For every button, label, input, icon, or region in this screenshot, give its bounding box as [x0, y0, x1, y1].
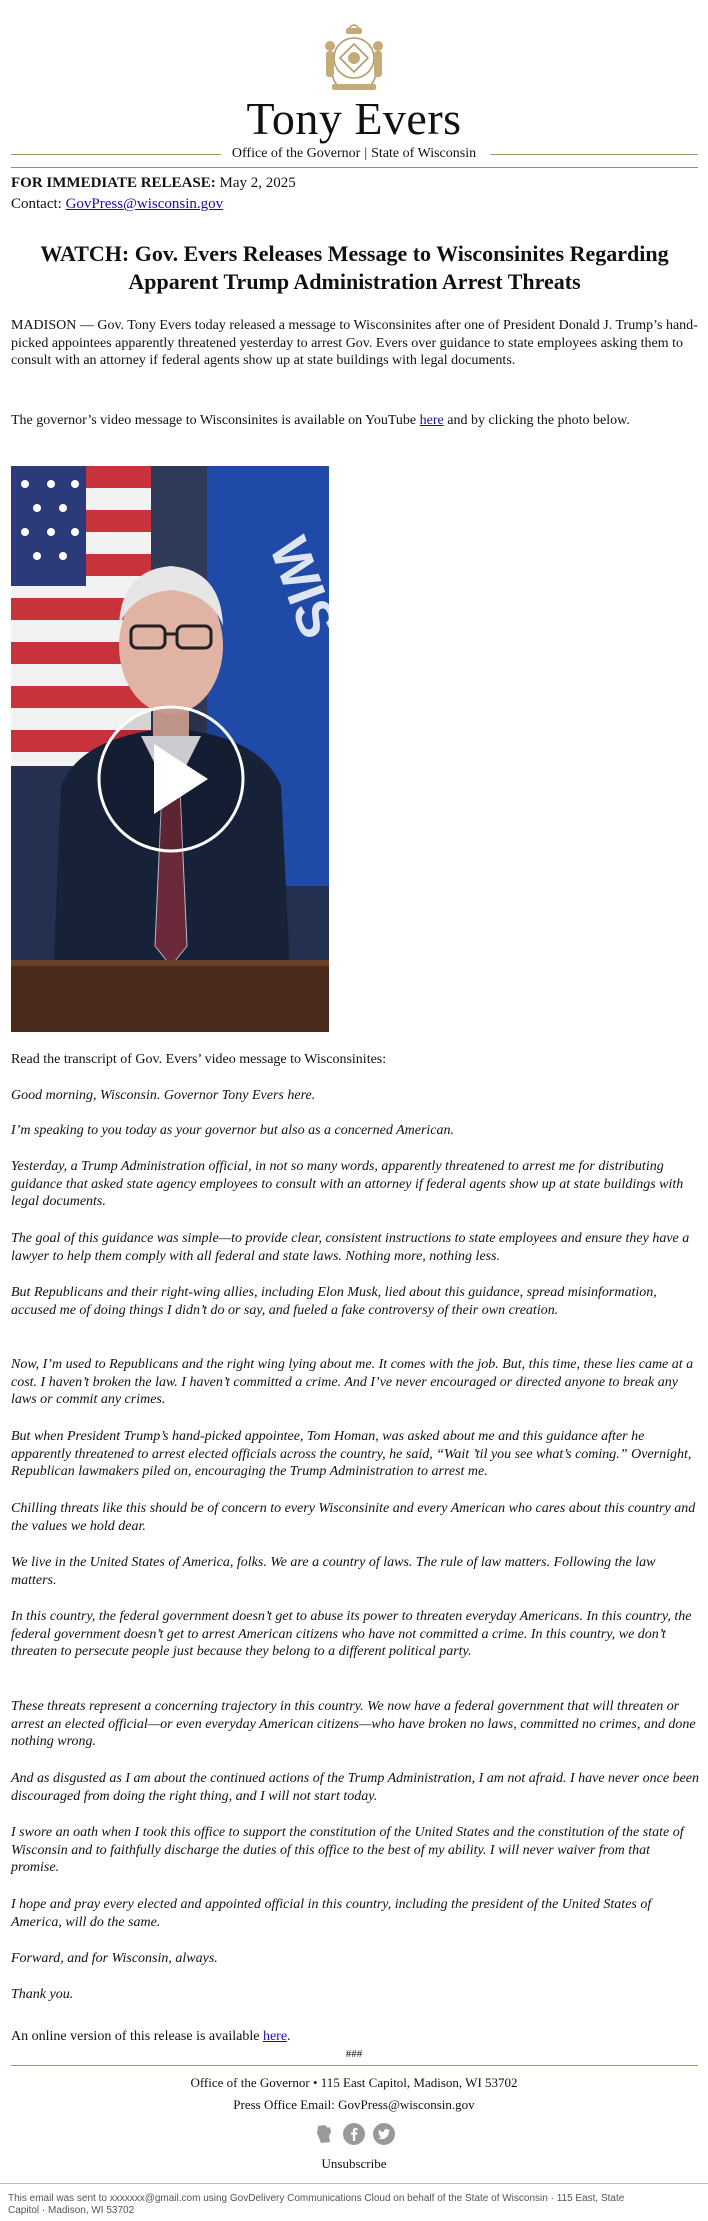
footer-rule	[11, 2065, 698, 2066]
transcript-paragraph: We live in the United States of America, folks. We are a country of laws. The rule of law matters. Following the law matters.	[11, 1555, 656, 1588]
online-version-here-link[interactable]: here	[262, 2029, 288, 2044]
state-label: State of Wisconsin	[371, 146, 477, 161]
transcript-intro: Read the transcript of Gov. Evers’ video message to Wisconsinites:	[11, 1052, 387, 1067]
header-divider	[11, 167, 698, 168]
transcript-paragraph: And as disgusted as I am about the continued actions of the Trump Administration, I am not afraid. I have never once been discouraged from doing the right thing, and I will not start today.	[11, 1771, 699, 1804]
contact-email-link[interactable]: GovPress@wisconsin.gov	[65, 196, 224, 212]
transcript-paragraph: Good morning, Wisconsin. Governor Tony Evers here.	[11, 1088, 316, 1103]
delivery-disclaimer: This email was sent to xxxxxxx@gmail.com using GovDelivery Communications Cloud on behalf of the State of Wisconsin · 115 East, State Capitol · Madison, WI 53702	[8, 2193, 625, 2216]
footer-address: Office of the Governor • 115 East Capitol, Madison, WI 53702	[190, 2075, 518, 2090]
online-version-paragraph	[11, 2028, 701, 2046]
youtube-here-link[interactable]: here	[419, 413, 444, 428]
unsubscribe-link-wrap	[0, 2155, 708, 2173]
bottom-divider	[0, 2183, 708, 2184]
wisconsin-seal-icon	[310, 8, 398, 96]
transcript-paragraph: These threats represent a concerning trajectory in this country. We now have a federal government that will threaten or arrest an elected official—or even everyday American citizens—who have broken no laws, committed no crimes, and done nothing wrong.	[11, 1699, 696, 1749]
intro-paragraph: MADISON — Gov. Tony Evers today released a message to Wisconsinites after one of President Donald J. Trump’s hand-picked appointees apparently threatened yesterday to arrest Gov. Evers over guidance to state employees asking them to consult with an attorney if federal agents show up at state buildings with legal documents.	[11, 318, 698, 368]
office-divider: |	[364, 146, 368, 161]
contact-label: Contact:	[11, 196, 62, 212]
headline: WATCH: Gov. Evers Releases Message to Wisconsinites Regarding Apparent Trump Administration Arrest Threats	[40, 241, 669, 294]
wi-flag-text: WIS	[257, 529, 349, 646]
office-line	[0, 145, 708, 163]
transcript-paragraph: Chilling threats like this should be of concern to every Wisconsinite and every American who cares about this country and the values we hold dear.	[11, 1501, 696, 1534]
video-line-text-end: and by clicking the photo below.	[443, 413, 630, 428]
transcript-paragraph: Yesterday, a Trump Administration official, in not so many words, apparently threatened to arrest me for distributing guidance that asked state agency employees to consult with an attorney if federal agents show up at state buildings with legal documents.	[11, 1159, 684, 1209]
online-version-period: .	[287, 2029, 291, 2044]
transcript-paragraph: I hope and pray every elected and appointed official in this country, including the president of the United States of America, will do the same.	[11, 1897, 652, 1930]
end-mark: ###	[345, 2048, 363, 2060]
contact-line	[11, 194, 223, 214]
transcript-paragraph: I swore an oath when I took this office to support the constitution of the United States and the constitution of the state of Wisconsin and to faithfully discharge the duties of this office to the best of my ability. I will never waiver from that promise.	[11, 1825, 684, 1875]
transcript-paragraph: But when President Trump’s hand-picked appointee, Tom Homan, was asked about me and this guidance after he apparently threatened to arrest elected officials across the country, he said, “Wait ’til you see what’s coming.” Overnight, Republican lawmakers piled on, encouraging the Trump Administration to arrest me.	[11, 1429, 692, 1479]
release-date: May 2, 2025	[219, 175, 296, 191]
release-line	[11, 173, 296, 193]
governor-name: Tony Evers	[246, 93, 462, 144]
online-version-text: An online version of this release is available	[11, 2029, 263, 2044]
wisconsin-state-icon[interactable]	[313, 2123, 335, 2145]
unsubscribe-link[interactable]: Unsubscribe	[321, 2156, 387, 2171]
release-label: FOR IMMEDIATE RELEASE:	[11, 175, 216, 191]
video-availability-paragraph	[11, 412, 701, 430]
transcript-paragraph: In this country, the federal government doesn’t get to abuse its power to threaten everyday Americans. In this country, the federal government doesn’t get to arrest American citizens who have not committed a crime. In this country, we don’t threaten to persecute people just because they belong to a different political party.	[11, 1609, 692, 1659]
transcript-paragraph: I’m speaking to you today as your governor but also as a concerned American.	[11, 1123, 454, 1138]
transcript-paragraph: The goal of this guidance was simple—to provide clear, consistent instructions to state employees and ensure they have a lawyer to help them comply with all federal and state laws. Nothing more, nothing less.	[11, 1231, 690, 1264]
transcript-paragraph: But Republicans and their right-wing allies, including Elon Musk, lied about this guidance, spread misinformation, accused me of doing things I didn’t do or say, and fueled a fake controversy of their own creation.	[11, 1285, 657, 1318]
transcript-paragraph: Thank you.	[11, 1987, 74, 2002]
transcript-paragraph: Now, I’m used to Republicans and the right wing lying about me. It comes with the job. But, this time, these lies came at a cost. I haven’t broken the law. I haven’t committed a crime. And I’ve never encouraged or directed anyone to break any laws or commit any crimes.	[11, 1357, 694, 1407]
video-thumbnail[interactable]	[11, 466, 349, 1032]
video-line-text: The governor’s video message to Wisconsinites is available on YouTube	[11, 413, 420, 428]
office-label: Office of the Governor	[231, 146, 361, 161]
social-icons	[0, 2123, 708, 2145]
transcript-paragraph: Forward, and for Wisconsin, always.	[11, 1951, 218, 1966]
facebook-icon[interactable]	[343, 2123, 365, 2145]
twitter-icon[interactable]	[373, 2123, 395, 2145]
footer-press-email: Press Office Email: GovPress@wisconsin.gov	[233, 2097, 475, 2112]
play-button-icon[interactable]	[96, 704, 246, 854]
